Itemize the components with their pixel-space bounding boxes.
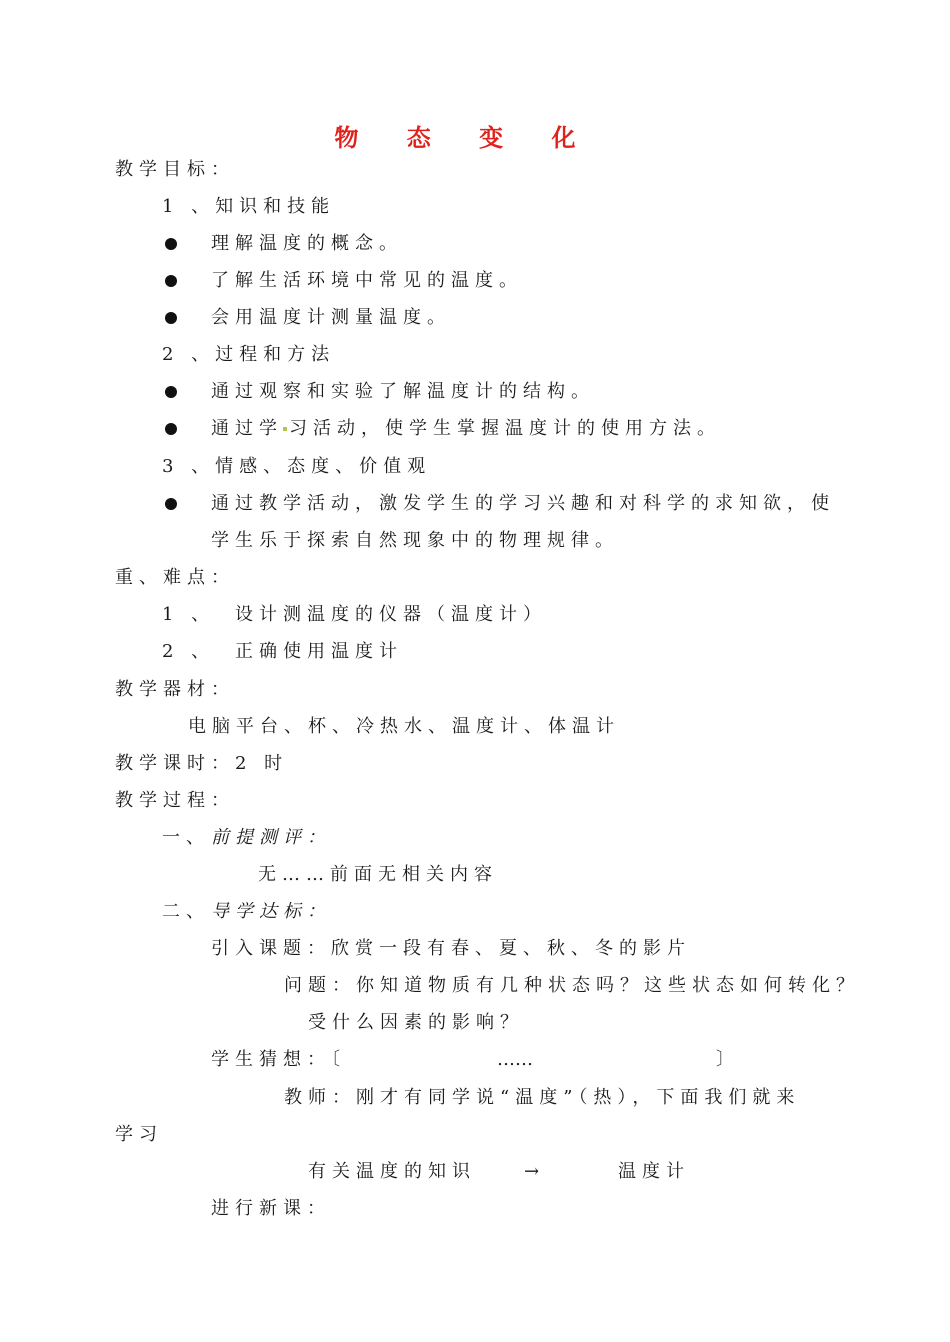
stray-mark-icon — [283, 427, 287, 431]
knowledge-text: 有关温度的知识 — [308, 1161, 476, 1182]
bullet-icon — [165, 312, 177, 324]
thermometer-text: 温度计 — [618, 1161, 690, 1182]
bullet-icon — [165, 423, 177, 435]
goal-item — [211, 417, 721, 441]
bullet-icon — [165, 386, 177, 398]
bullet-icon — [165, 238, 177, 250]
new-lesson-text: 进行新课： — [211, 1198, 331, 1219]
bullet-icon — [165, 498, 177, 510]
goal-item-part: 习活动，使学生掌握温度计的使用方法。 — [289, 418, 721, 439]
step-title: 前提测评： — [211, 827, 331, 848]
goal-item: 通过教学活动，激发学生的学习兴趣和对科学的求知欲，使 — [211, 493, 835, 514]
section-process-methods: 2 、过程和方法 — [162, 344, 336, 365]
goal-item: 了解生活环境中常见的温度。 — [211, 270, 523, 291]
key-point-text: 正确使用温度计 — [235, 641, 403, 662]
key-point-number: 1 、 — [162, 604, 216, 625]
question-text: 问题：你知道物质有几种状态吗？这些状态如何转化？ — [284, 975, 860, 996]
guess-dots: …… — [497, 1049, 533, 1070]
arrow-icon: → — [524, 1161, 540, 1182]
intro-text: 引入课题：欣赏一段有春、夏、秋、冬的影片 — [211, 938, 691, 959]
step-title: 导学达标： — [211, 901, 331, 922]
goal-item-continued: 学生乐于探索自然现象中的物理规律。 — [211, 530, 619, 551]
bullet-icon — [165, 275, 177, 287]
teacher-text: 教师：刚才有同学说“温度”（热），下面我们就来 — [284, 1087, 801, 1108]
goal-item-part: 通过学 — [211, 418, 283, 439]
goals-heading: 教学目标： — [115, 159, 235, 180]
process-heading: 教学过程： — [115, 790, 235, 811]
key-point-text: 设计测温度的仪器（温度计） — [235, 604, 547, 625]
equipment-list: 电脑平台、杯、冷热水、温度计、体温计 — [188, 716, 620, 737]
step-number: 一、 — [162, 827, 210, 848]
guess-label: 学生猜想：〔 — [211, 1049, 346, 1070]
section-knowledge-skills: 1 、知识和技能 — [162, 196, 336, 217]
section-attitude-values: 3 、情感、态度、价值观 — [162, 456, 432, 477]
lesson-hours: 教学课时：2 时 — [115, 753, 289, 774]
page-title: 物 态 变 化 — [334, 123, 596, 152]
teacher-text-continued: 学习 — [115, 1124, 163, 1145]
guess-close: 〕 — [716, 1049, 740, 1070]
question-text-continued: 受什么因素的影响？ — [308, 1012, 524, 1033]
key-point-number: 2 、 — [162, 641, 216, 662]
step-number: 二、 — [162, 901, 210, 922]
goal-item: 理解温度的概念。 — [211, 233, 403, 254]
goal-item: 通过观察和实验了解温度计的结构。 — [211, 381, 595, 402]
goal-item: 会用温度计测量温度。 — [211, 307, 451, 328]
step-text: 无……前面无相关内容 — [258, 864, 498, 885]
key-points-heading: 重、难点： — [115, 567, 235, 588]
equipment-heading: 教学器材： — [115, 679, 235, 700]
